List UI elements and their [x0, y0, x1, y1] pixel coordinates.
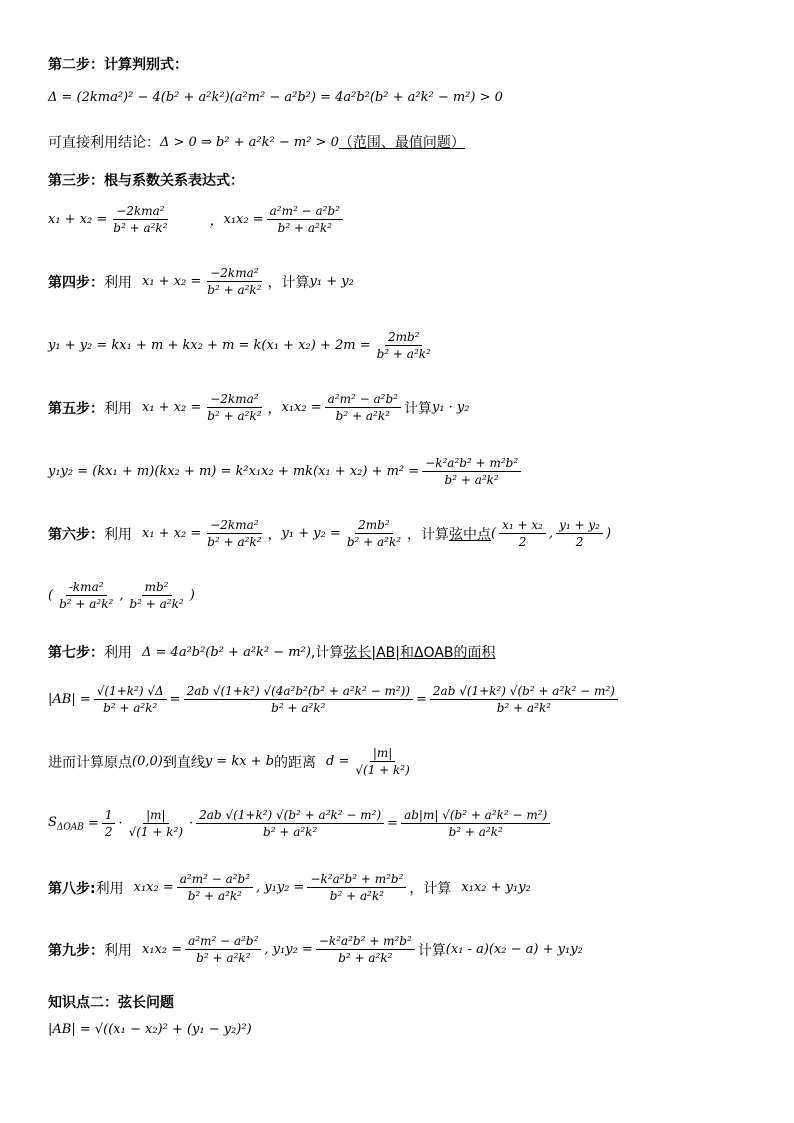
step9-heading: 第九步：	[48, 942, 104, 959]
prod-fraction: $\frac{\text{a²m² − a²b²}}{\text{b² + a²k²}}$	[325, 392, 401, 423]
conclusion-text: 可直接利用结论：	[48, 135, 160, 151]
conclusion-formula: Δ > 0 ⇒ b² + a²k² − m² > 0	[160, 134, 339, 150]
mid-y-fraction: $\frac{\text{y₁ + y₂}}{2}$	[556, 518, 603, 549]
area-fraction-2: $\frac{\text{2ab √(1+k²) √(b² + a²k² − m²)}}{\text{b² + a²k²}}$	[196, 808, 384, 839]
step8-line: 第八步: 利用 x₁x₂ = $\frac{\text{a²m² − a²b²}}{\text{b² + a²k²}}$ , y₁y₂ = $\frac{\text{−k²a²b² + m²b²}}{\text{b² + a²k²}}$ ，计算 x₁x₂ + y₁y₂	[48, 872, 531, 903]
chord-length-formula: |AB| = √((x₁ − x₂)² + (y₁ − y₂)²)	[48, 1022, 252, 1037]
step7-area-formula: $S_{\Delta OAB}$ = $\frac{1}{2}$ · $\frac{|m|}{\text{√(1 + k²)}}$ · $\frac{\text{2ab √(1+k²) √(b² + a²k² − m²)}}{\text{b² + a²k²}}$ = $\frac{\text{ab|m| √(b² + a²k² − m²)}}{\text{b² + a²k²}}$	[48, 808, 553, 839]
step2-conclusion	[48, 132, 465, 152]
step4-line: 第四步： 利用 x₁ + x₂ = $\frac{\text{−2kma²}}{\text{b² + a²k²}}$ ，计算 y₁ + y₂	[48, 266, 354, 297]
step5-heading: 第五步：	[48, 400, 104, 417]
conclusion-note: （范围、最值问题）	[338, 135, 465, 151]
result-fraction: $\frac{\text{−k²a²b² + m²b²}}{\text{b² + a²k²}}$	[422, 456, 521, 487]
half-fraction: $\frac{1}{2}$	[102, 808, 116, 839]
prod-lhs: x₁x₂ =	[223, 212, 264, 227]
step3-vieta: x₁ + x₂ = $\frac{\text{−2kma²}}{\text{b² + a²k²}}$ ， x₁x₂ = $\frac{\text{a²m² − a²b²}}{\text{b² + a²k²}}$	[48, 204, 346, 235]
sum-fraction: $\frac{\text{−2kma²}}{\text{b² + a²k²}}$	[207, 392, 262, 423]
step3-heading: 第三步：根与系数关系表达式：	[48, 173, 244, 189]
prod-fraction: $\frac{\text{a²m² − a²b²}}{\text{b² + a²k²}}$	[177, 872, 253, 903]
sum-fraction: $\frac{\text{−2kma²}}{\text{b² + a²k²}}$	[207, 266, 262, 297]
step5-line: 第五步： 利用 x₁ + x₂ = $\frac{\text{−2kma²}}{\text{b² + a²k²}}$ ， x₁x₂ = $\frac{\text{a²m² − a²b²}}{\text{b² + a²k²}}$ 计算 y₁ · y₂	[48, 392, 470, 423]
step4-formula: y₁ + y₂ = kx₁ + m + kx₂ + m = k(x₁ + x₂) + 2m = $\frac{\text{2mb²}}{\text{b² + a²k²}}$	[48, 330, 437, 361]
result-fraction: $\frac{\text{2mb²}}{\text{b² + a²k²}}$	[376, 330, 431, 361]
sum-fraction: $\frac{\text{−2kma²}}{\text{b² + a²k²}}$	[113, 204, 168, 235]
ab-fraction-3: $\frac{\text{2ab √(1+k²) √(b² + a²k² − m²)}}{\text{b² + a²k²}}$	[430, 684, 618, 715]
step6-heading: 第六步：	[48, 526, 104, 543]
step6-line: 第六步： 利用 x₁ + x₂ = $\frac{\text{−2kma²}}{\text{b² + a²k²}}$ ， y₁ + y₂ = $\frac{\text{2mb²}}{\text{b² + a²k²}}$ ，计算 弦中点 ( $\frac{\text{x₁ + x₂}}{2}$ , $\frac{\text{y₁ + y₂}}{2}$ )	[48, 518, 612, 549]
step6-midpoint-result: ( $\frac{\text{-kma²}}{\text{b² + a²k²}}$ , $\frac{\text{mb²}}{\text{b² + a²k²}}$ )	[48, 580, 195, 611]
ysum-fraction: $\frac{\text{2mb²}}{\text{b² + a²k²}}$	[346, 518, 402, 549]
prod-fraction: $\frac{\text{a²m² − a²b²}}{\text{b² + a²k²}}$	[185, 934, 261, 965]
knowledge-point-2-heading: 知识点二：弦长问题	[48, 995, 174, 1011]
step7-line: 第七步： 利用 Δ = 4a²b²(b² + a²k² − m²) ,计算 弦长|AB|和ΔOAB的面积	[48, 642, 496, 662]
sum-lhs: x₁ + x₂ =	[48, 212, 108, 227]
step7-distance: 进而计算原点 (0,0) 到直线 y = kx + b 的距离 d = $\frac{|m|}{\text{√(1 + k²)}}$	[48, 746, 416, 777]
step2-heading: 第二步：计算判别式：	[48, 57, 188, 73]
area-symbol: $S_{\Delta OAB}$	[48, 814, 84, 833]
prod-fraction: $\frac{\text{a²m² − a²b²}}{\text{b² + a²k²}}$	[267, 204, 343, 235]
ab-fraction-2: $\frac{\text{2ab √(1+k²) √(4a²b²(b² + a²k² − m²))}}{\text{b² + a²k²}}$	[184, 684, 413, 715]
step8-heading: 第八步:	[48, 880, 96, 897]
ab-fraction-1: $\frac{\text{√(1+k²) √Δ}}{\text{b² + a²k²}}$	[94, 684, 167, 715]
step2-discriminant-formula: Δ = (2kma²)² − 4(b² + a²k²)(a²m² − a²b²) = 4a²b²(b² + a²k² − m²) > 0	[48, 90, 503, 105]
sum-fraction: $\frac{\text{−2kma²}}{\text{b² + a²k²}}$	[207, 518, 262, 549]
mid-x-fraction: $\frac{\text{x₁ + x₂}}{2}$	[499, 518, 546, 549]
res-y-fraction: $\frac{\text{mb²}}{\text{b² + a²k²}}$	[129, 580, 184, 611]
step7-heading: 第七步：	[48, 645, 104, 661]
chord-midpoint-label: 弦中点	[449, 526, 492, 543]
yprod-fraction: $\frac{\text{−k²a²b² + m²b²}}{\text{b² + a²k²}}$	[316, 934, 415, 965]
step5-formula: y₁y₂ = (kx₁ + m)(kx₂ + m) = k²x₁x₂ + mk(x₁ + x₂) + m² = $\frac{\text{−k²a²b² + m²b²}}{\text{b² + a²k²}}$	[48, 456, 524, 487]
res-x-fraction: $\frac{\text{-kma²}}{\text{b² + a²k²}}$	[59, 580, 114, 611]
distance-fraction: $\frac{|m|}{\text{√(1 + k²)}}$	[128, 808, 184, 839]
distance-fraction: $\frac{|m|}{\text{√(1 + k²)}}$	[355, 746, 410, 777]
step9-line: 第九步： 利用 x₁x₂ = $\frac{\text{a²m² − a²b²}}{\text{b² + a²k²}}$ , y₁y₂ = $\frac{\text{−k²a²b² + m²b²}}{\text{b² + a²k²}}$ 计算 (x₁ - a)(x₂ − a) + y₁y₂	[48, 934, 583, 965]
step4-heading: 第四步：	[48, 274, 104, 291]
area-fraction-3: $\frac{\text{ab|m| √(b² + a²k² − m²)}}{\text{b² + a²k²}}$	[401, 808, 550, 839]
chord-length-area-label: 弦长|AB|和ΔOAB的面积	[343, 645, 496, 661]
step7-ab-formula: |AB| = $\frac{\text{√(1+k²) √Δ}}{\text{b² + a²k²}}$ = $\frac{\text{2ab √(1+k²) √(4a²b²(b² + a²k² − m²))}}{\text{b² + a²k²}}$ = $\frac{\text{2ab √(1+k²) √(b² + a²k² − m²)}}{\text{b² + a²k²}}$	[48, 684, 621, 715]
yprod-fraction: $\frac{\text{−k²a²b² + m²b²}}{\text{b² + a²k²}}$	[307, 872, 406, 903]
